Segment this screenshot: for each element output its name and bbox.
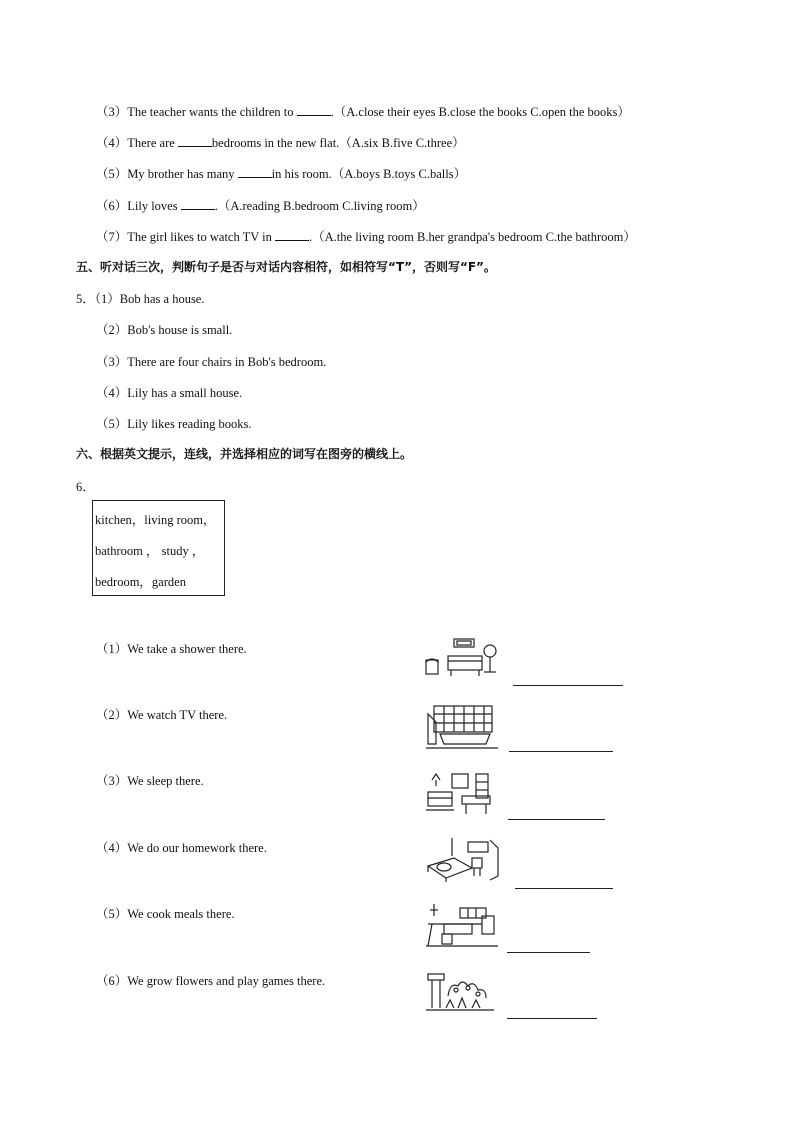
kitchen-picture[interactable] <box>424 902 500 948</box>
answer-line[interactable] <box>507 952 590 953</box>
word-bank-line: kitchen，living room， <box>95 513 216 527</box>
tf-item: （2）Bob's house is small. <box>96 323 233 337</box>
question-number: 5．（1）Bob has a house. <box>76 292 205 306</box>
tf-item: （3）There are four chairs in Bob's bedroom. <box>96 355 327 369</box>
tf-item: （5）Lily likes reading books. <box>96 417 252 431</box>
match-item: （6）We grow flowers and play games there. <box>96 974 326 988</box>
section-heading-6: 六、根据英文提示，连线，并选择相应的词写在图旁的横线上。 <box>76 447 413 461</box>
answer-line[interactable] <box>507 1018 597 1019</box>
match-item: （5）We cook meals there. <box>96 907 235 921</box>
bathroom-picture[interactable] <box>424 704 500 750</box>
answer-line[interactable] <box>515 888 613 889</box>
answer-blank[interactable] <box>181 197 215 210</box>
match-item: （3）We sleep there. <box>96 774 204 788</box>
bedroom-picture[interactable] <box>424 836 500 882</box>
word-bank-line: bathroom ， study ， <box>95 544 205 558</box>
answer-blank[interactable] <box>275 228 309 241</box>
answer-line[interactable] <box>509 751 613 752</box>
word-bank-line: bedroom，garden <box>95 575 186 589</box>
answer-line[interactable] <box>513 685 623 686</box>
question-4-5: （5）My brother has many in his room.（A.boys B.toys C.balls） <box>96 167 467 181</box>
answer-blank[interactable] <box>178 134 212 147</box>
living-room-picture[interactable] <box>424 636 500 682</box>
match-item: （1）We take a shower there. <box>96 642 247 656</box>
answer-blank[interactable] <box>238 165 272 178</box>
answer-blank[interactable] <box>297 103 331 116</box>
study-picture[interactable] <box>424 770 500 816</box>
garden-picture[interactable] <box>424 968 500 1014</box>
match-item: （2）We watch TV there. <box>96 708 228 722</box>
match-item: （4）We do our homework there. <box>96 841 267 855</box>
tf-item: （1）Bob has a house. <box>94 292 205 306</box>
question-4-7: （7）The girl likes to watch TV in .（A.the living room B.her grandpa's bedroom C.the bathroom） <box>96 230 636 244</box>
question-4-6: （6）Lily loves .（A.reading B.bedroom C.living room） <box>96 199 425 213</box>
question-4-4: （4）There are bedrooms in the new flat.（A.six B.five C.three） <box>96 136 465 150</box>
word-bank-box <box>92 500 225 596</box>
section-heading-5: 五、听对话三次，判断句子是否与对话内容相符，如相符写“T”，否则写“F”。 <box>76 260 496 274</box>
question-number: 6． <box>76 480 95 494</box>
answer-line[interactable] <box>508 819 605 820</box>
question-4-3: （3）The teacher wants the children to .（A.close their eyes B.close the books C.open the books） <box>96 105 630 119</box>
tf-item: （4）Lily has a small house. <box>96 386 243 400</box>
